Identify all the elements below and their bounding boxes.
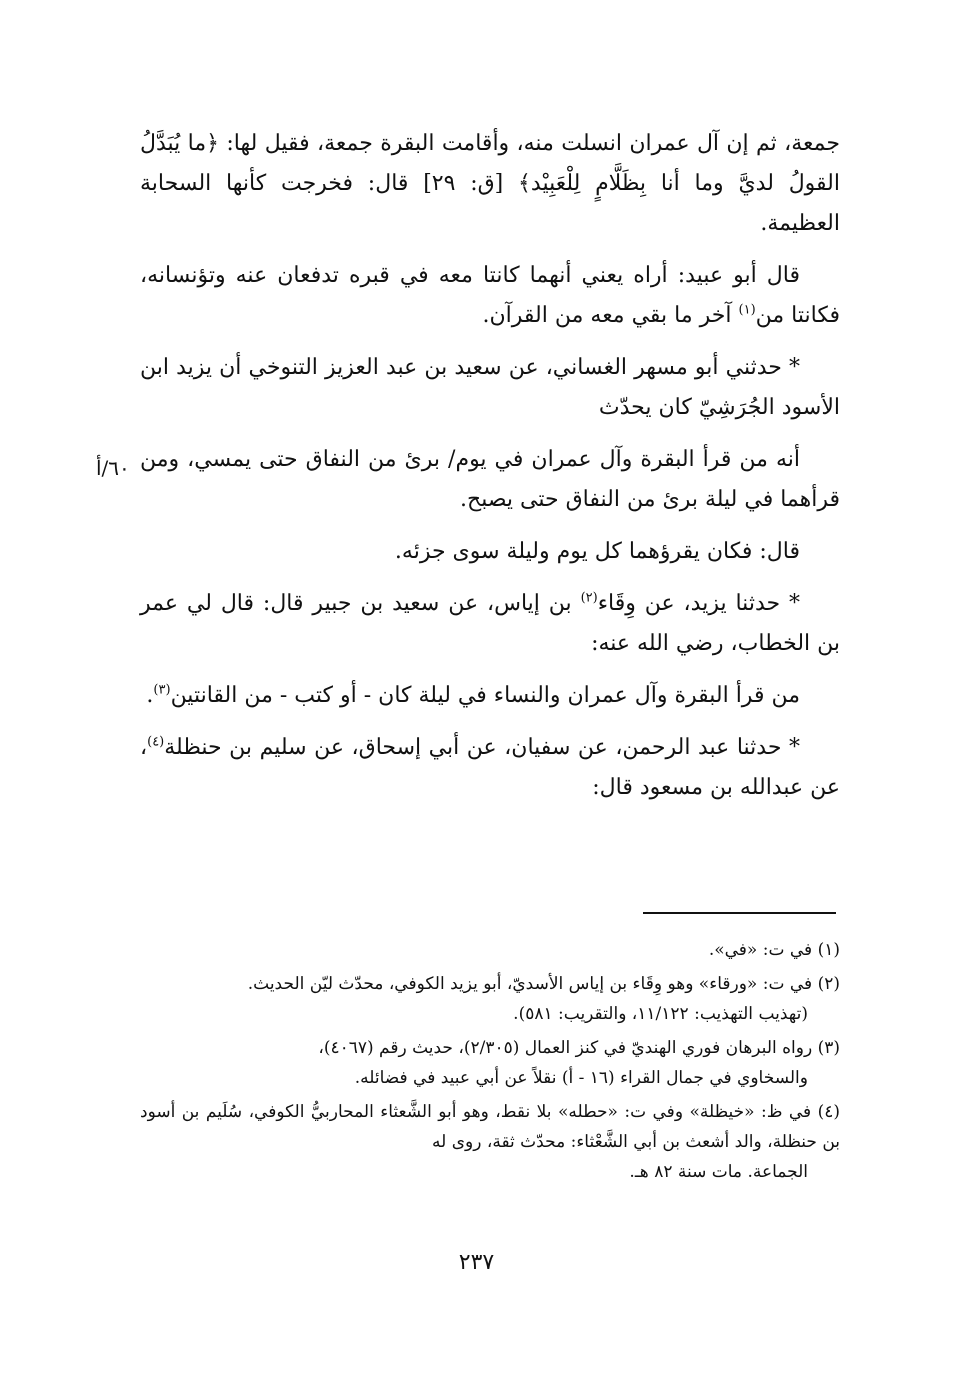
footnote-4: (٤) في ظ: «خيظلة» وفي ت: «حطله» بلا نقط، وهو أبو الشَّعثاء المحاربيُّ الكوفي، سُلَيم بن أسود بن حنظلة، والد أشعث بن أبي الشَّعْثاء: محدّث ثقة، روى له الجماعة. مات سنة ٨٢ هـ. — [140, 1102, 840, 1182]
paragraph-6: * حدثنا يزيد، عن وِقَاء$^{(٢)}$ بن إياس، عن سعيد بن جبير قال: قال لي عمر بن الخطاب، رضي الله عنه: — [140, 590, 840, 656]
page-number: ٢٣٧ — [458, 1250, 495, 1275]
footnote-ref-1: (١) — [738, 302, 756, 318]
paragraph-1: جمعة، ثم إن آل عمران انسلت منه، وأقامت البقرة جمعة، فقيل لها: ﴿ما يُبَدَّلُ القولُ لديَّ وما أنا بِظَلَّامٍ لِلْعَبِيْد﴾ [ق: ٢٩] قال: فخرجت كأنها السحابة العظيمة. — [140, 131, 840, 236]
footnote-ref-3: (٣) — [153, 682, 171, 698]
main-text — [140, 124, 840, 820]
paragraph-7: من قرأ البقرة وآل عمران والنساء في ليلة كان - أو كتب - من القانتين$^{(٣)}$. — [146, 682, 800, 708]
footnote-ref-4: (٤) — [147, 734, 165, 750]
paragraph-2: قال أبو عبيد: أراه يعني أنهما كانتا معه في قبره تدفعان عنه وتؤنسانه، فكانتا من$^{(١)}$ آخر ما بقي معه من القرآن. — [140, 263, 840, 328]
paragraph-4: أنه من قرأ البقرة وآل عمران في يوم/ برئ من النفاق حتى يمسي، ومن قرأهما في ليلة برئ من النفاق حتى يصبح. — [140, 447, 840, 512]
footnote-1: (١) في ت: «في». — [708, 940, 840, 960]
footnote-ref-2: (٢) — [580, 590, 598, 606]
footnotes — [140, 935, 840, 1191]
paragraph-5: قال: فكان يقرؤهما كل يوم وليلة سوى جزئه. — [394, 539, 800, 564]
footnote-3: (٣) رواه البرهان فوري الهنديّ في كنز العمال (٢/٣٠٥)، حديث رقم (٤٠٦٧)، والسخاوي في جمال القراء (١٦ - أ) نقلاً عن أبي عبيد في فضائله. — [318, 1038, 840, 1088]
paragraph-3: * حدثني أبو مسهر الغساني، عن سعيد بن عبد العزيز التنوخي أن يزيد ابن الأسود الجُرَشِيّ كان يحدّث — [140, 355, 840, 420]
manuscript-folio-marker: ٦٠/أ — [96, 456, 130, 480]
footnote-divider — [643, 912, 836, 914]
paragraph-8: * حدثنا عبد الرحمن، عن سفيان، عن أبي إسحاق، عن سليم بن حنظلة$^{(٤)}$، عن عبدالله بن مسعود قال: — [140, 734, 840, 800]
footnote-2: (٢) في ت: «ورقاء» وهو وِقَاء بن إياس الأسديّ، أبو يزيد الكوفي، محدّث ليّن الحديث. (تهذيب التهذيب: ١١/١٢٢، والتقريب: ٥٨١). — [247, 974, 840, 1024]
